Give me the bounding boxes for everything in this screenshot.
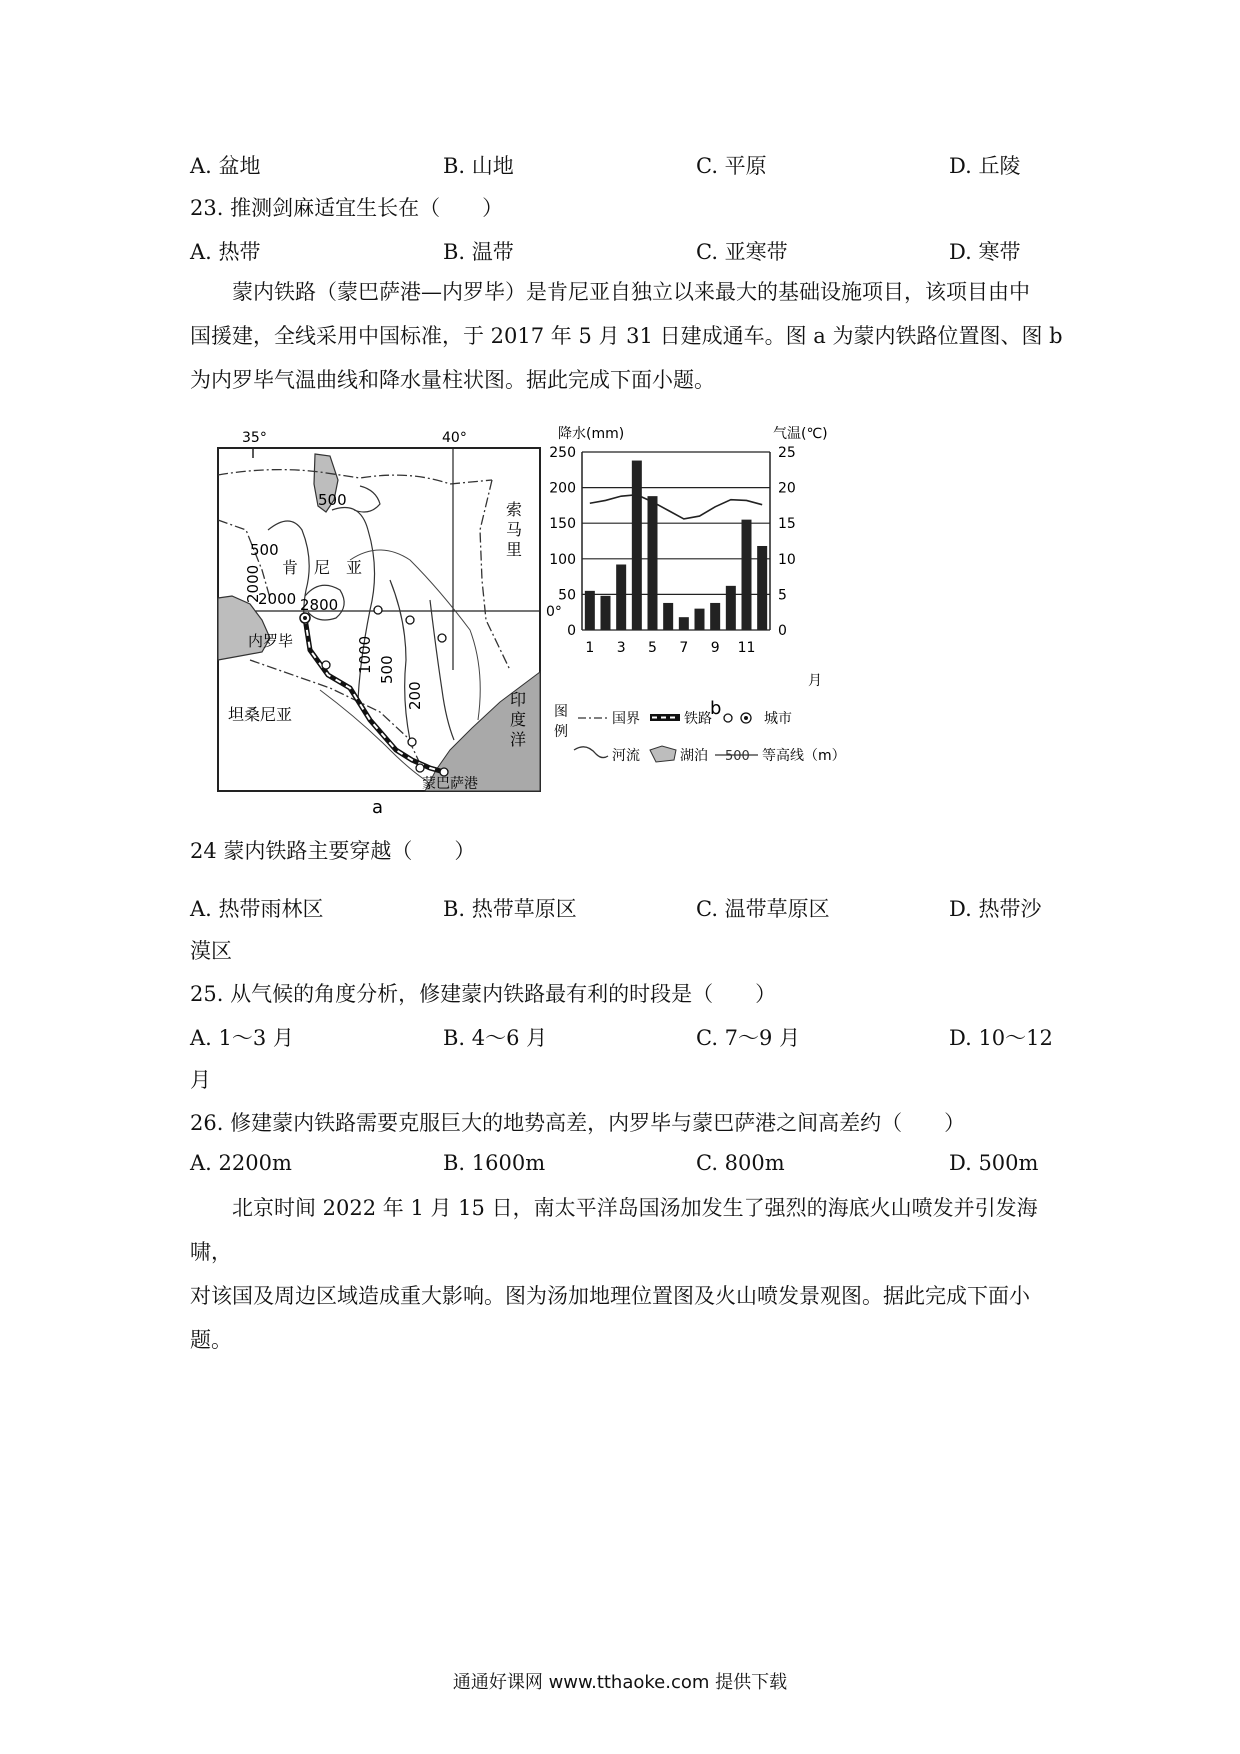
legend-title: 图 (554, 704, 568, 720)
city-label-mombasa: 蒙巴萨港 (422, 776, 478, 792)
q24-option-b: B. 热带草原区 (443, 897, 577, 921)
q23-option-b: B. 温带 (443, 240, 514, 264)
q22-option-b: B. 山地 (443, 154, 514, 178)
q23-option-d: D. 寒带 (949, 240, 1021, 264)
country-tanzania: 坦桑尼亚 (228, 705, 293, 724)
intro2-line-1: 北京时间 2022 年 1 月 15 日，南太平洋岛国汤加发生了强烈的海底火山喷发并引发海啸， (190, 1196, 1038, 1264)
x-tick-label: 7 (679, 640, 689, 656)
figure-svg (210, 420, 910, 815)
legend-river-symbol (574, 747, 608, 758)
y-tick-right: 0 (778, 623, 787, 639)
y-tick-right: 5 (778, 587, 787, 604)
q23-stem: 23. 推测剑麻适宜生长在（ ） (190, 196, 504, 220)
q24-option-c: C. 温带草原区 (696, 897, 830, 921)
q22-option-c: C. 平原 (696, 154, 767, 178)
q23-option-a: A. 热带 (190, 240, 261, 264)
ocean-label: 印 (510, 690, 527, 709)
q26-option-d: D. 500m (949, 1151, 1039, 1175)
y-tick-right: 10 (778, 551, 796, 568)
y-tick-right: 20 (778, 480, 796, 497)
x-tick-label: 11 (737, 640, 756, 656)
city-label-nairobi: 内罗毕 (248, 632, 294, 650)
city-marker (408, 738, 416, 746)
precipitation-bar (726, 586, 736, 630)
page-footer: 通通好课网 www.tthaoke.com 提供下载 (452, 1672, 788, 1693)
legend-railway-label: 铁路 (684, 711, 712, 727)
intro-paragraph-2 (190, 1186, 1070, 1362)
country-label: 马 (506, 520, 523, 539)
lon-35-label: 35° (242, 430, 267, 446)
q26-stem: 26. 修建蒙内铁路需要克服巨大的地势高差，内罗毕与蒙巴萨港之间高差约（ ） (190, 1111, 966, 1135)
legend-border-label: 国界 (612, 711, 640, 727)
equator-label: 0° (546, 604, 562, 620)
country-label: 亚 (346, 558, 363, 577)
country-label: 尼 (314, 558, 331, 577)
legend-city-symbol (724, 714, 732, 722)
q26-option-b: B. 1600m (443, 1151, 546, 1175)
precipitation-bar (695, 609, 705, 630)
city-marker (406, 616, 414, 624)
contour-label: 500 (378, 655, 396, 684)
chart-ylabel-right: 气温(℃) (773, 426, 828, 442)
contour-label: 200 (406, 681, 424, 710)
intro2-line-3: 题。 (190, 1328, 232, 1352)
y-tick-left: 0 (567, 623, 576, 639)
q25-options (190, 1022, 1070, 1052)
q26-options (190, 1151, 1070, 1181)
lon-40-label: 40° (442, 430, 467, 446)
city-marker (416, 764, 424, 772)
legend-contour-label: 等高线（m） (762, 748, 846, 764)
contour-label: 2000 (258, 590, 297, 608)
y-tick-right: 15 (778, 516, 796, 533)
city-marker (374, 606, 382, 614)
intro1-line-3: 为内罗毕气温曲线和降水量柱状图。据此完成下面小题。 (190, 368, 715, 392)
y-tick-left: 150 (549, 516, 576, 533)
q23-option-c: C. 亚寒带 (696, 240, 788, 264)
legend-river-label: 河流 (612, 748, 640, 764)
contour-label: 500 (250, 541, 279, 559)
legend-lake-label: 湖泊 (680, 748, 708, 764)
y-tick-right: 25 (778, 445, 796, 461)
country-label: 肯 (282, 558, 299, 577)
intro1-line-2: 国援建，全线采用中国标准，于 2017 年 5 月 31 日建成通车。图 a 为蒙内铁路位置图、图 b (190, 324, 1063, 348)
q25-stem: 25. 从气候的角度分析，修建蒙内铁路最有利的时段是（ ） (190, 982, 777, 1006)
precipitation-bar (757, 546, 767, 630)
q24-option-d-continued: 漠区 (190, 939, 232, 963)
q24-stem: 24 蒙内铁路主要穿越（ ） (190, 839, 476, 863)
city-marker (322, 661, 330, 669)
x-tick-label: 9 (710, 640, 720, 656)
q26-option-a: A. 2200m (190, 1151, 292, 1175)
ocean-label: 度 (510, 710, 527, 729)
chart-xlabel: 月 (808, 673, 822, 689)
precipitation-bar (648, 496, 658, 630)
q25-option-c: C. 7～9 月 (696, 1026, 801, 1050)
q22-options (190, 150, 1070, 180)
contour-label: 2800 (300, 596, 339, 614)
chart-b (549, 425, 827, 719)
ocean-label: 洋 (510, 730, 527, 749)
q24-option-d: D. 热带沙 (949, 897, 1042, 921)
map-caption: a (372, 797, 384, 815)
country-label: 里 (506, 540, 523, 559)
q24-option-a: A. 热带雨林区 (190, 897, 324, 921)
q25-option-b: B. 4～6 月 (443, 1026, 548, 1050)
legend (554, 704, 846, 764)
q23-options (190, 236, 1070, 266)
q25-option-a: A. 1～3 月 (190, 1026, 294, 1050)
precipitation-bar (663, 603, 673, 630)
y-tick-left: 50 (558, 587, 576, 604)
precipitation-bar (585, 591, 595, 630)
contour-label: 2000 (244, 564, 262, 603)
y-tick-left: 250 (549, 445, 576, 461)
precipitation-bar (632, 461, 642, 630)
precipitation-bar (710, 603, 720, 630)
precipitation-bar (601, 596, 611, 630)
legend-city-label: 城市 (764, 711, 792, 727)
precipitation-bar (742, 520, 752, 630)
x-tick-label: 5 (648, 640, 657, 656)
chart-ylabel-left: 降水(mm) (558, 426, 625, 442)
legend-title: 例 (554, 724, 568, 740)
y-tick-left: 100 (549, 551, 576, 568)
figure-ab (210, 420, 910, 815)
y-tick-left: 200 (549, 480, 576, 497)
q24-options (190, 893, 1070, 923)
x-tick-label: 1 (585, 640, 595, 656)
map-a (218, 430, 562, 815)
city-mombasa (440, 768, 448, 776)
country-label: 索 (506, 500, 523, 519)
contour-label: 500 (318, 491, 347, 509)
temperature-line (590, 495, 762, 519)
legend-lake-symbol (650, 746, 676, 762)
q22-option-a: A. 盆地 (190, 154, 261, 178)
chart-caption: b (710, 698, 722, 719)
intro-paragraph-1 (190, 270, 1070, 402)
intro2-line-2: 对该国及周边区域造成重大影响。图为汤加地理位置图及火山喷发景观图。据此完成下面小 (190, 1284, 1030, 1308)
precipitation-bar (679, 617, 689, 630)
q26-option-c: C. 800m (696, 1151, 785, 1175)
q25-option-d-continued: 月 (190, 1068, 211, 1092)
contour-label: 1000 (356, 635, 374, 674)
q22-option-d: D. 丘陵 (949, 154, 1021, 178)
precipitation-bar (616, 564, 626, 630)
city-marker (438, 634, 446, 642)
x-tick-label: 3 (616, 640, 626, 656)
q25-option-d: D. 10～12 (949, 1026, 1053, 1050)
intro1-line-1: 蒙内铁路（蒙巴萨港—内罗毕）是肯尼亚自独立以来最大的基础设施项目，该项目由中 (232, 280, 1030, 304)
legend-contour-value: 500 (725, 749, 750, 764)
